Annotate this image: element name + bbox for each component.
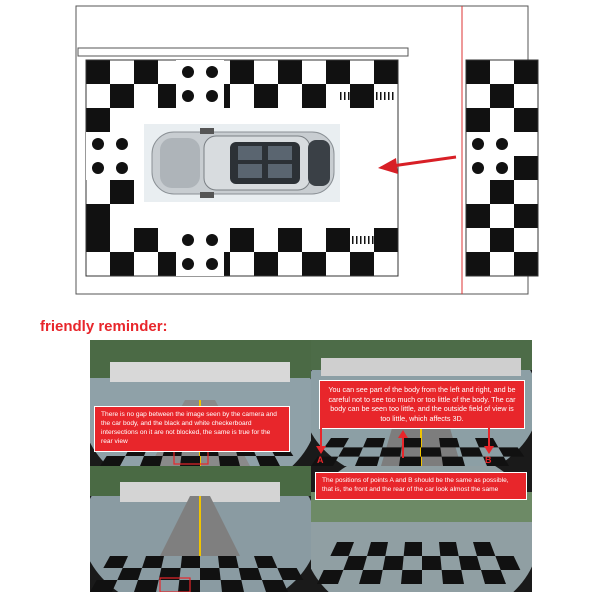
checker-square <box>110 108 134 132</box>
checker-square <box>466 204 490 228</box>
checker-square <box>302 228 326 252</box>
checker-square <box>302 252 326 276</box>
checker-square <box>200 568 221 580</box>
checker-square <box>86 204 110 228</box>
calibration-dot <box>206 66 218 78</box>
ruler-tick <box>376 236 378 244</box>
checker-square <box>350 84 374 108</box>
reminder-heading: friendly reminder: <box>40 318 168 335</box>
ruler-tick <box>364 92 366 100</box>
calibration-dot <box>92 162 104 174</box>
ruler-tick <box>344 236 346 244</box>
checker-square <box>86 108 110 132</box>
checker-square <box>278 60 302 84</box>
checker-square <box>359 570 383 584</box>
calibration-dot <box>182 66 194 78</box>
checker-square <box>110 204 134 228</box>
calibration-dot <box>116 162 128 174</box>
calibration-dot <box>472 162 484 174</box>
checker-square <box>134 84 158 108</box>
checker-square <box>239 568 262 580</box>
checker-square <box>514 228 538 252</box>
checker-square <box>422 556 442 570</box>
checker-square <box>181 556 200 568</box>
point-a-label: A <box>317 455 324 465</box>
camera-views-panel <box>90 340 532 592</box>
front-camera-view <box>90 340 311 466</box>
checker-square <box>302 84 326 108</box>
checker-square <box>490 252 514 276</box>
checker-square <box>514 252 538 276</box>
checker-square <box>374 84 398 108</box>
checker-square <box>86 84 110 108</box>
checker-square <box>230 228 254 252</box>
calibration-dot <box>206 234 218 246</box>
checker-square <box>326 60 350 84</box>
checker-square <box>86 180 110 204</box>
checker-square <box>350 228 374 252</box>
checker-square <box>401 570 422 584</box>
checker-square <box>514 84 538 108</box>
checker-square <box>439 542 459 556</box>
checker-square <box>490 204 514 228</box>
checker-square <box>514 204 538 228</box>
checker-square <box>86 252 110 276</box>
ruler-tick <box>372 236 374 244</box>
checker-square <box>134 228 158 252</box>
ruler-tick <box>360 92 362 100</box>
note-top-right: You can see part of the body from the left and right, and be careful not to see too much or too little of the body. The car body can be seen too little, and the outside field of view is too little, which affects 3D. <box>319 380 525 429</box>
checker-square <box>134 252 158 276</box>
calibration-dot <box>472 138 484 150</box>
ruler-tick <box>368 92 370 100</box>
arrow-left-icon <box>378 157 456 174</box>
checker-square <box>490 84 514 108</box>
checker-square <box>466 252 490 276</box>
checker-square <box>466 228 490 252</box>
checkerboard-right <box>466 60 538 276</box>
ruler-tick <box>364 236 366 244</box>
checker-square <box>278 228 302 252</box>
calibration-dot <box>206 90 218 102</box>
left-camera-view <box>311 340 532 466</box>
ruler-tick <box>368 236 370 244</box>
ruler-tick <box>348 236 350 244</box>
ruler-tick <box>380 92 382 100</box>
checker-square <box>254 84 278 108</box>
checker-square <box>218 556 239 568</box>
ruler-tick <box>348 92 350 100</box>
checker-square <box>86 228 110 252</box>
checker-square <box>490 180 514 204</box>
checker-square <box>86 60 110 84</box>
ruler-tick <box>356 92 358 100</box>
checker-square <box>514 156 538 180</box>
note-top-left: There is no gap between the image seen by the camera and the car body, and the black and white checkerboard intersections on it are not blocked, the same is true for the rear view <box>94 406 290 452</box>
ruler-tick <box>380 236 382 244</box>
checker-square <box>110 252 134 276</box>
checker-square <box>490 228 514 252</box>
arrow-up-icon <box>311 340 532 466</box>
checker-square <box>326 84 350 108</box>
calibration-dot <box>182 258 194 270</box>
checker-square <box>110 60 134 84</box>
checker-square <box>466 60 490 84</box>
ruler-tick <box>392 236 394 244</box>
ruler-tick <box>388 236 390 244</box>
checker-square <box>374 60 398 84</box>
calibration-dot <box>182 234 194 246</box>
ruler-tick <box>344 92 346 100</box>
checker-square <box>254 228 278 252</box>
checker-square <box>514 60 538 84</box>
ruler-tick <box>392 92 394 100</box>
ruler-tick <box>388 92 390 100</box>
checker-square <box>134 60 158 84</box>
checker-square <box>490 60 514 84</box>
note-bottom-right: The positions of points A and B should be the same as possible, that is, the front and the rear of the car look almost the same <box>315 472 527 500</box>
calibration-dot <box>92 138 104 150</box>
checker-square <box>278 84 302 108</box>
checker-square <box>302 60 326 84</box>
checker-square <box>466 108 490 132</box>
rear-camera-view <box>90 466 311 592</box>
checker-square <box>110 84 134 108</box>
right-camera-view <box>311 466 532 592</box>
ruler-tick <box>356 236 358 244</box>
checker-square <box>110 228 134 252</box>
checker-square <box>254 60 278 84</box>
ruler-tick <box>384 92 386 100</box>
checker-square <box>326 252 350 276</box>
checker-square <box>514 132 538 156</box>
checker-square <box>466 180 490 204</box>
ruler-tick <box>352 236 354 244</box>
calibration-dot <box>206 258 218 270</box>
ruler-tick <box>340 92 342 100</box>
checker-square <box>254 252 278 276</box>
point-b-label: B <box>485 455 492 465</box>
checker-square <box>374 228 398 252</box>
ruler-tick <box>340 236 342 244</box>
checker-square <box>230 252 254 276</box>
checker-square <box>350 60 374 84</box>
checker-square <box>442 570 464 584</box>
ruler-tick <box>352 92 354 100</box>
checker-square <box>221 580 244 592</box>
checker-square <box>178 580 200 592</box>
checker-square <box>466 84 490 108</box>
checker-square <box>383 556 404 570</box>
checker-square <box>514 108 538 132</box>
calibration-dot <box>496 162 508 174</box>
checker-square <box>219 456 240 466</box>
ruler-tick <box>376 92 378 100</box>
calibration-dot <box>182 90 194 102</box>
checker-square <box>230 84 254 108</box>
checker-square <box>134 580 159 592</box>
checker-square <box>404 542 422 556</box>
checker-square <box>350 252 374 276</box>
ruler-tick <box>372 92 374 100</box>
checker-square <box>278 252 302 276</box>
checker-square <box>514 180 538 204</box>
checker-square <box>490 108 514 132</box>
checker-square <box>230 60 254 84</box>
checker-square <box>374 252 398 276</box>
calibration-dot <box>496 138 508 150</box>
ruler-tick <box>360 236 362 244</box>
calibration-dot <box>116 138 128 150</box>
checker-square <box>110 180 134 204</box>
ruler-tick <box>384 236 386 244</box>
checker-square <box>326 228 350 252</box>
car-image <box>144 124 340 202</box>
